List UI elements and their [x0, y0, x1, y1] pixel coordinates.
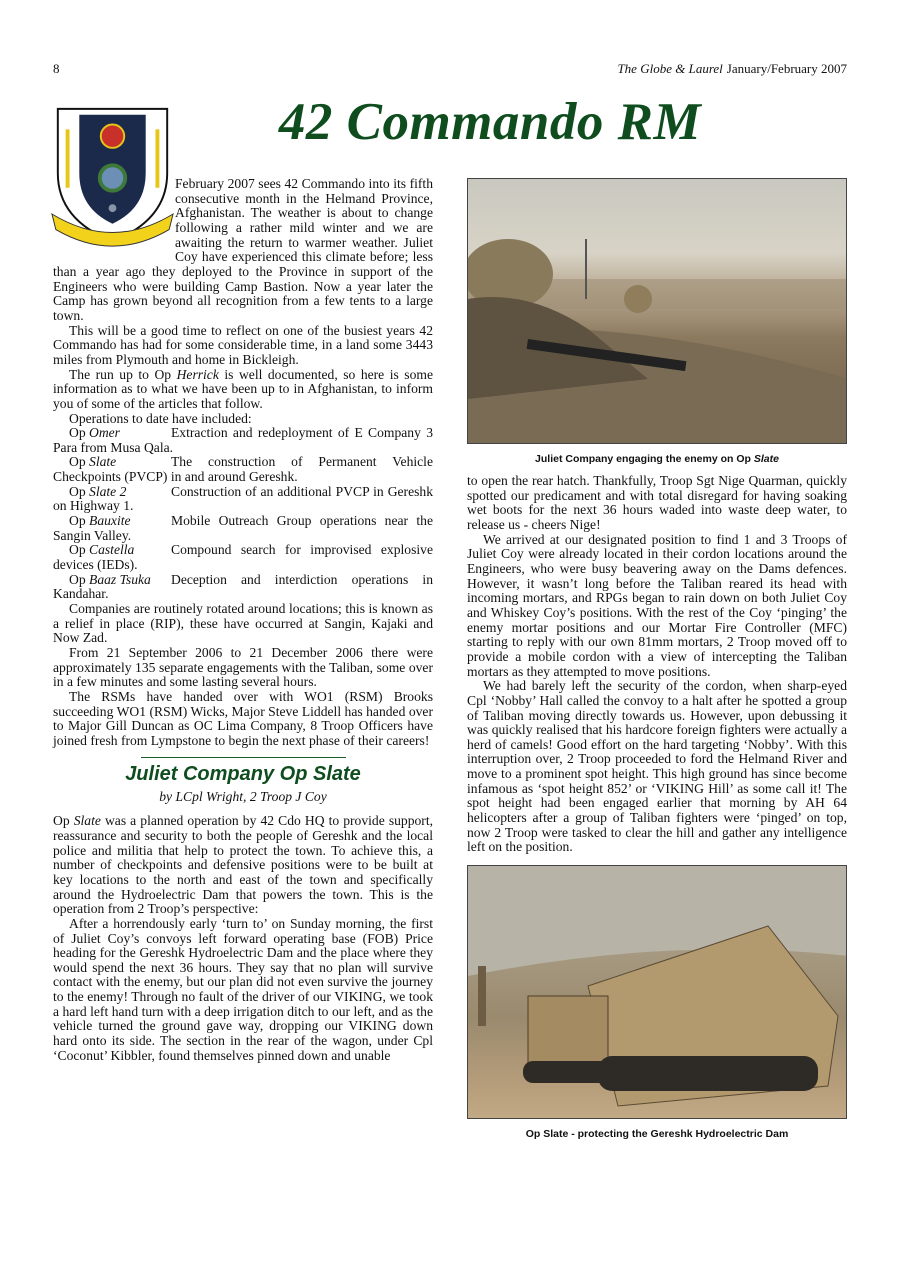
paragraph: After a horrendously early ‘turn to’ on Sunday morning, the first of Juliet Coy’s convoys left forward operating base (FOB) Price heading for the Gereshk Hydroelectric Dam and the place where they would spend the next 36 hours. They say that no plan will survive contact with the enemy, but our plan did not even survive the journey to the enemy! Through no fault of the driver of our VIKING, we took a hard left hand turn with a deep irrigation ditch to our left, and as the vehicle turned the ground gave way, dropping our VIKING down hard onto its side. The section in the rear of the wagon, under Cpl ‘Coconut’ Kibbler, found themselves pinned down and unable — [53, 915, 433, 1063]
operation-item: Op Slate The construction of Permanent Vehicle Checkpoints (PVCP) in and around Gereshk. — [53, 454, 433, 485]
left-column — [53, 177, 433, 1063]
operation-item: Op Omer Extraction and redeployment of E Company 3 Para from Musa Qala. — [53, 425, 433, 455]
operation-name: Op Slate 2 — [69, 483, 127, 499]
right-column — [467, 178, 847, 1149]
caption-text: Op Slate - protecting the Gereshk Hydroelectric Dam — [525, 1128, 789, 1141]
operation-name: Op Slate — [69, 454, 117, 470]
paragraph: Operations to date have included: — [69, 410, 252, 426]
paragraph: We had barely left the security of the cordon, when sharp-eyed Cpl ‘Nobby’ Hall called the convoy to a halt after he spotted a group of Taliban moving directly towards us. However, upon debussing it was quickly realised that his hardcore foreign fighters were actually a herd of camels! Good effort on the hard targeting ‘Nobby’. With this interruption over, 2 Troop proceeded to ford the Helmand River and move to a prominent spot height. This high ground has since become infamous as ‘spot height 852’ or ‘VIKING Hill’ as some call it! The spot height had been engaged earlier that morning by AH 64 helicopters after a group of Taliban fighters were ‘pinged’ on top, now 2 Troop were tasked to clear the hill and gather any intelligence left on the position. — [467, 678, 847, 855]
page-title: 42 Commando RM — [278, 93, 702, 151]
paragraph: From 21 September 2006 to 21 December 2006 there were approximately 135 separate engagements with the Taliban, some over in a few minutes and some lasting several hours. — [53, 645, 433, 690]
photo-juliet-company-firing — [467, 178, 847, 444]
article-text-right — [467, 474, 847, 855]
paragraph: This will be a good time to reflect on one of the busiest years 42 Commando has had for some considerable time, in a land some 3443 miles from Plymouth and home in Bickleigh. — [53, 322, 433, 367]
paragraph: The run up to Op Herrick is well documented, so here is some information as to what we have been up to in Afghanistan, to inform you of some of the articles that follow. — [53, 366, 433, 411]
paragraph: Companies are routinely rotated around locations; this is known as a relief in place (RIP), these have occurred at Sangin, Kajaki and Now Zad. — [53, 601, 433, 646]
photo-vehicle-image — [468, 866, 847, 1119]
operations-list — [53, 426, 433, 602]
italic-term: Slate — [73, 813, 101, 829]
issue-date: January/February 2007 — [726, 61, 847, 76]
operation-name: Op Baaz Tsuka — [69, 571, 151, 587]
article-byline: by LCpl Wright, 2 Troop J Coy — [159, 788, 327, 804]
page-number: 8 — [53, 61, 60, 76]
intro-continued — [53, 602, 433, 749]
paragraph: The RSMs have handed over with WO1 (RSM) Brooks succeeding WO1 (RSM) Wicks, Major Steve Liddell has handed over to Major Gill Duncan as OC Lima Company, 8 Troop Officers have joined fresh from Lympstone to begin the next phase of their careers! — [53, 688, 433, 748]
caption-text: Juliet Company engaging the enemy on Op — [535, 453, 754, 465]
photo-caption-2 — [467, 1127, 847, 1141]
caption-italic: Slate — [753, 453, 779, 465]
paragraph: We arrived at our designated position to find 1 and 3 Troops of Juliet Coy were already located in their cordon locations around the Engineers, who were busy beavering away on the Dams defences. However, it wasn’t long before the Taliban reared its head with incoming mortars, and RPGs began to rain down on both Juliet Coy and Whiskey Coy’s positions. With the rest of the Coy ‘pinging’ the enemy mortar positions and our Mortar Fire Controller (MFC) starting to reply with our own 81mm mortars, 2 Troop moved off to provide a mobile cordon with a view of intercepting the Taliban mortars as they attempted to move positions. — [467, 531, 847, 679]
italic-term: Herrick — [176, 366, 219, 382]
crest-emblem-icon — [50, 105, 175, 251]
article-text-left — [53, 814, 433, 1063]
section-divider — [141, 757, 346, 758]
operation-item: Op Slate 2 Construction of an additional PVCP in Gereshk on Highway 1. — [53, 483, 433, 514]
regimental-crest — [50, 105, 175, 255]
running-header — [617, 61, 847, 77]
operation-name: Op Omer — [69, 425, 120, 441]
photo-viking-vehicle — [467, 865, 847, 1119]
operation-item: Op Castella Compound search for improvised explosive devices (IEDs). — [53, 542, 433, 573]
operation-name: Op Bauxite — [69, 513, 131, 529]
photo-soldiers-image — [468, 179, 847, 444]
paragraph: Op Slate was a planned operation by 42 Cdo HQ to provide support, reassurance and security to both the people of Gereshk and the local police and militia that help to protect the town. To achieve this, a number of checkpoints and defensive positions were to be built at key locations to the north and east of the town and specifically around the Hydroelectric Dam that powers the town. This is the operation from 2 Troop’s perspective: — [53, 813, 434, 917]
operation-item: Op Baaz Tsuka Deception and interdiction operations in Kandahar. — [53, 571, 433, 602]
operation-name: Op Castella — [69, 542, 135, 558]
publication-name: The Globe & Laurel — [617, 61, 723, 76]
article-heading: Juliet Company Op Slate — [125, 762, 361, 785]
paragraph: to open the rear hatch. Thankfully, Troop Sgt Nige Quarman, quickly spotted our predicament and with total disregard for having soaking wet boots for the next 36 hours waded into waste deep water, to release us - cheers Nige! — [467, 473, 847, 532]
operation-item: Op Bauxite Mobile Outreach Group operations near the Sangin Valley. — [53, 513, 433, 543]
photo-caption-1 — [467, 452, 847, 466]
paragraph: February 2007 sees 42 Commando into its fifth consecutive month in the Helmand Province, Afghanistan. The weather is about to change following a rather mild winter and we are awaiting the return to warmer weather. Juliet Coy have experienced this climate before; less than a year ago they deployed to the Province in support of the Engineers who were building Camp Bastion. Now a year later the Camp has grown beyond all recognition from a few tents to a large town. — [53, 176, 433, 323]
